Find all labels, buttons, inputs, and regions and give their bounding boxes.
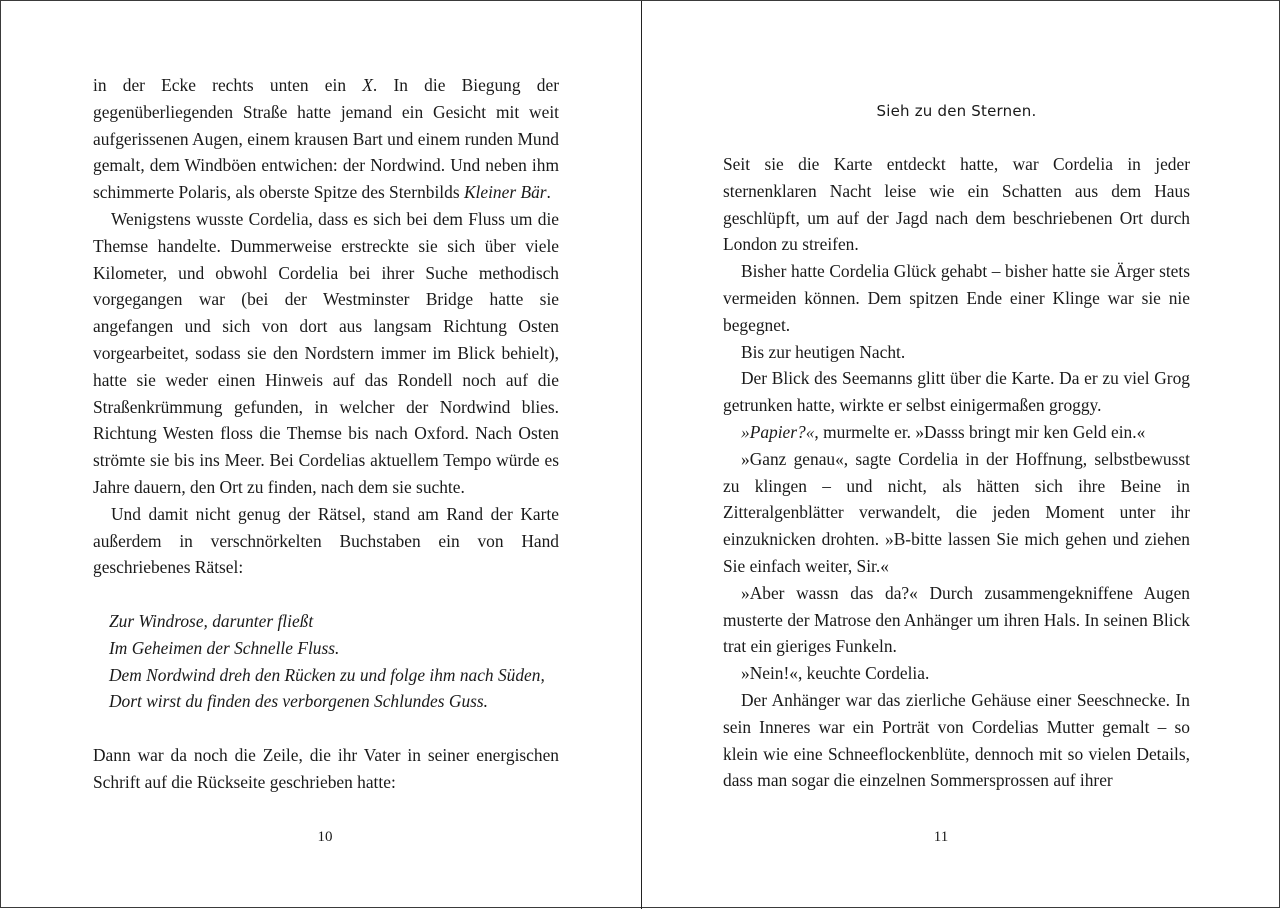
left-paragraphs-after [93,742,559,796]
paragraph-text: Wenigstens wusste Cordelia, dass es sich bei dem Fluss um die Themse handelte. Dummerweise erstreckte sie sich über viele Kilometer, und obwohl Cordelia bei ihrer Suche methodisch vorgegangen war (bei der Westminster Bridge hatte sie angefangen und sich von dort aus langsam Richtung Osten vorgearbeitet, sodass sie den Nordstern immer im Blick behielt), hatte sie weder einen Hinweis auf das Rondell noch auf die Straßenkrümmung gefunden, in welcher der Nordwind blies. Richtung Westen floss die Themse bis nach Oxford. Nach Osten strömte sie bis ins Meer. Bei Cordelias aktuellem Tempo würde es Jahre dauern, den Ort zu finden, nach dem sie suchte. [93,208,559,497]
riddle-verse [109,608,559,715]
verse-line: Dem Nordwind dreh den Rücken zu und folge ihm nach Süden, [109,664,545,685]
paragraph-text: in der Ecke rechts unten ein [93,75,363,95]
paragraph-text: Seit sie die Karte entdeckt hatte, war Cordelia in jeder sternenklaren Nacht leise wie ein Schatten aus dem Haus geschlüpft, um auf der Jagd nach dem beschriebenen Ort durch London zu streifen. [723,154,1190,255]
paragraph-text: Der Blick des Seemanns glitt über die Karte. Da er zu viel Grog getrunken hatte, wirkte er selbst einigermaßen groggy. [723,368,1190,416]
paragraph-text: Dann war da noch die Zeile, die ihr Vater in seiner energischen Schrift auf die Rückseite geschrieben hatte: [93,744,559,792]
paragraph [723,687,1190,794]
page-number-right: 11 [933,829,949,845]
paragraph [723,365,1190,419]
paragraph [723,446,1190,580]
paragraph [723,580,1190,660]
verse-line: Dort wirst du finden des verborgenen Schlundes Guss. [109,691,489,712]
verse-line: Zur Windrose, darunter fließt [109,610,314,631]
right-page-body [723,151,1190,794]
emphasis-text: »Papier?« [741,421,815,442]
right-page [642,1,1280,909]
verse-line: Im Geheimen der Schnelle Fluss. [109,637,340,658]
paragraph-text: Und damit nicht genug der Rätsel, stand am Rand der Karte außerdem in verschnörkelten Buchstaben ein von Hand geschriebenes Rätsel: [93,503,559,578]
paragraph-text: Der Anhänger war das zierliche Gehäuse einer Seeschnecke. In sein Inneres war ein Porträt von Cordelias Mutter gemalt – so klein wie eine Schneeflockenblüte, dennoch mit so vielen Details, dass man sogar die einzelnen Sommersprossen auf ihrer [723,689,1190,791]
paragraph [723,339,1190,366]
paragraph [723,660,1190,687]
paragraph-text: »Ganz genau«, sagte Cordelia in der Hoffnung, selbstbewusst zu klingen – und nicht, als hätten sich ihre Beine in Zitteralgenblätter verwandelt, die jeden Moment unter ihr einzuknicken drohten. »B-bitte lassen Sie mich gehen und ziehen Sie einfach weiter, Sir.« [723,448,1190,576]
paragraph-text: . In die Biegung der gegenüberliegenden Straße hatte jemand ein Gesicht mit weit aufgerissenen Augen, einem krausen Bart und einem runden Mund gemalt, dem Windböen entwichen: der Nordwind. Und neben ihm schimmerte Polaris, als oberste Spitze des Sternbilds [93,75,559,203]
paragraph [723,419,1190,446]
paragraph-text: »Nein!«, keuchte Cordelia. [741,663,930,684]
left-paragraphs-before [93,72,559,581]
page-number-left: 10 [317,829,333,845]
left-page [1,1,641,909]
emphasis-text: X [362,75,373,95]
paragraph-text: »Aber wassn das da?« Durch zusammengekniffene Augen musterte der Matrose den Anhänger um ihren Hals. In seinen Blick trat ein gieriges Funkeln. [723,582,1190,657]
paragraph [93,206,559,501]
emphasis-text: Kleiner Bär [463,182,547,203]
paragraph [723,151,1190,258]
paragraph-text: Bisher hatte Cordelia Glück gehabt – bisher hatte sie Ärger stets vermeiden können. Dem spitzen Ende einer Klinge war sie nie begegnet. [723,261,1190,335]
paragraph [723,258,1190,338]
left-page-body [93,72,559,796]
paragraph [93,72,559,206]
paragraph-text: . [546,182,551,203]
paragraph [93,501,559,581]
paragraph-text: Bis zur heutigen Nacht. [741,341,906,362]
paragraph-text: , murmelte er. »Dasss bringt mir ken Geld ein.« [814,421,1146,442]
section-heading: Sieh zu den Sternen. [876,102,1037,120]
paragraph [93,742,559,796]
